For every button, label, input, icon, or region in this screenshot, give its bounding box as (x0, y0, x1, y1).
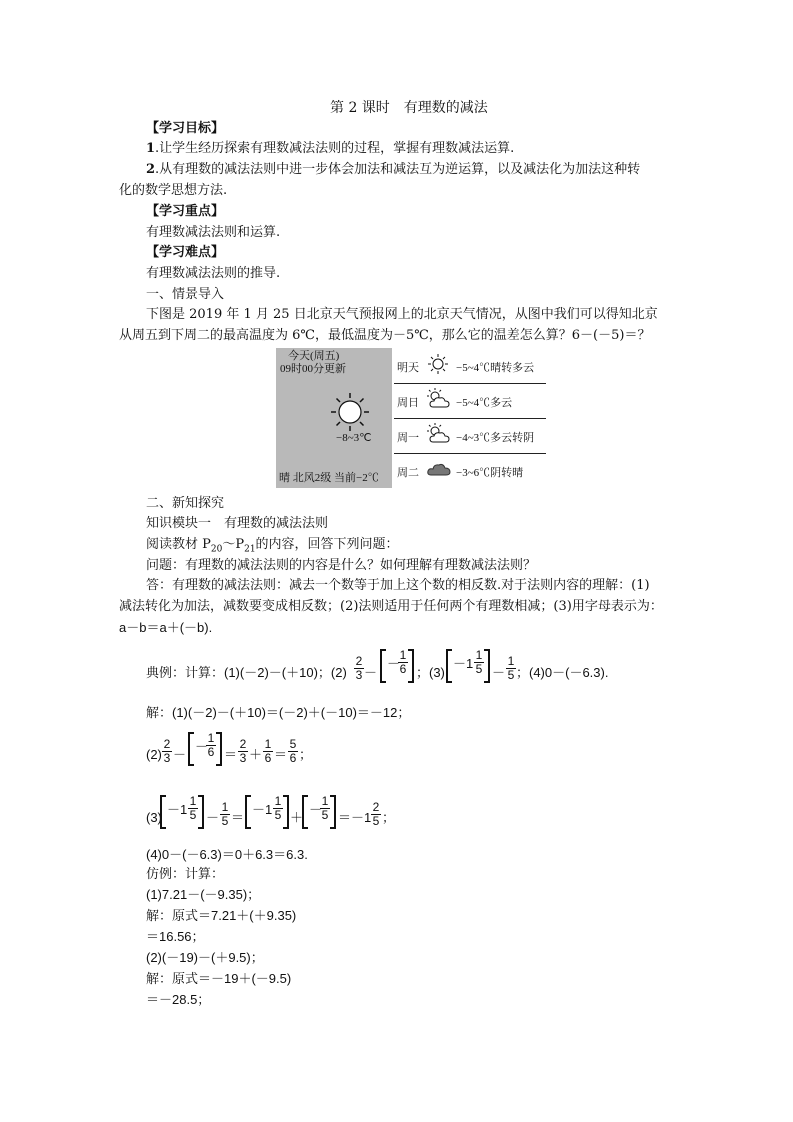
today-panel (276, 348, 392, 488)
equals-sign: ＝ (224, 747, 238, 762)
partly-cloudy-icon (426, 423, 452, 445)
forecast-row (394, 348, 546, 384)
fraction: $\frac{1}{5}$ (507, 654, 515, 682)
page-title: 第 2 课时 有理数的减法 (330, 100, 488, 116)
fraction: $\frac{2}{3}$ (355, 654, 363, 682)
solution-3-label: (3) (146, 810, 162, 825)
whole-part: 1 (265, 802, 273, 817)
intro-line-1: 下图是 2019 年 1 月 25 日北京天气预报网上的北京天气情况，从图中我们可以得知北京 (146, 307, 658, 322)
fraction: $\frac{1}{5}$ (189, 794, 197, 822)
neg-sign: － (309, 802, 323, 817)
practice-1: (1)7.21－(－9.35)； (146, 887, 261, 902)
plus-sign: ＋ (290, 810, 304, 825)
right-bracket (408, 649, 414, 683)
fraction: $\frac{1}{5}$ (321, 794, 329, 822)
fraction: $\frac{2}{3}$ (163, 737, 171, 765)
end-mark: ； (382, 810, 396, 825)
practice-1-result: ＝16.56； (146, 929, 205, 944)
fraction: $\frac{1}{6}$ (264, 737, 272, 765)
today-range: −8~3℃ (336, 432, 372, 444)
whole-part: 1 (180, 802, 188, 817)
intro-line-2: 从周五到下周二的最高温度为 6℃，最低温度为－5℃，那么它的温差怎么算？6－(－5)＝？ (119, 328, 651, 343)
intro-heading: 一、情景导入 (146, 287, 225, 302)
question: 问题：有理数的减法法则的内容是什么？如何理解有理数减法法则？ (146, 558, 537, 573)
example-label: 典例：计算：(1)(－2)－(＋10)；(2) (146, 665, 347, 680)
right-bracket (330, 795, 336, 829)
fraction: $\frac{1}{6}$ (399, 648, 407, 676)
separator: ；(3) (416, 665, 445, 680)
sun-icon (426, 353, 450, 375)
forecast-text: −3~6℃阴转晴 (456, 467, 524, 479)
today-footer: 晴 北风2级 当前−2℃ (279, 472, 379, 484)
forecast-row (394, 383, 546, 419)
solution-3-tail: ＝－1 (338, 810, 372, 825)
equals-sign: ＝ (231, 810, 245, 825)
goal-item-2-cont: 化的数学思想方法. (119, 183, 228, 198)
forecast-text: −5~4℃多云 (456, 397, 513, 409)
minus-sign: － (492, 665, 506, 680)
answer-line-1: 答：有理数的减法法则：减去一个数等于加上这个数的相反数.对于法则内容的理解：(1) (146, 578, 650, 593)
reading-instruction: 阅读教材 $P_{20}\sim P_{21}$的内容，回答下列问题： (146, 537, 399, 555)
answer-line-2: 减法转化为加法，减数要变成相反数；(2)法则适用于任何两个有理数相减；(3)用字母表示为： (119, 599, 663, 614)
whole-part: 1 (466, 656, 474, 671)
fraction: $\frac{1}{5}$ (274, 794, 282, 822)
solution-4: (4)0－(－6.3)＝0＋6.3＝6.3. (146, 847, 308, 862)
forecast-day: 周二 (397, 467, 419, 479)
separator: ；(4)0－(－6.3). (516, 665, 609, 680)
neg-sign: － (195, 739, 209, 754)
left-bracket (380, 649, 386, 683)
sun-icon (328, 390, 372, 434)
difficulty-heading: 【学习难点】 (146, 245, 225, 260)
left-bracket (188, 732, 194, 766)
forecast-text: −4~3℃多云转阴 (456, 432, 535, 444)
left-bracket (446, 649, 452, 683)
plus-sign: ＋ (249, 747, 263, 762)
fraction: $\frac{2}{5}$ (372, 800, 380, 828)
cloud-icon (426, 458, 452, 480)
forecast-row (394, 453, 546, 488)
left-bracket (245, 795, 251, 829)
answer-line-3: a－b＝a＋(－b). (119, 620, 213, 635)
fraction: $\frac{5}{6}$ (289, 737, 297, 765)
practice-2-result: ＝－28.5； (146, 992, 211, 1007)
right-bracket (198, 795, 204, 829)
solution-2-label: (2) (146, 747, 162, 762)
right-bracket (216, 732, 222, 766)
weather-figure (276, 348, 546, 488)
neg-sign: － (453, 656, 467, 671)
fraction: $\frac{2}{3}$ (239, 737, 247, 765)
focus-heading: 【学习重点】 (146, 204, 225, 219)
practice-2: (2)(－19)－(＋9.5)； (146, 950, 264, 965)
left-bracket (302, 795, 308, 829)
left-bracket (160, 795, 166, 829)
neg-sign: － (252, 802, 266, 817)
forecast-text: −5~4℃晴转多云 (456, 362, 535, 374)
right-bracket (283, 795, 289, 829)
forecast-day: 周一 (397, 432, 419, 444)
goal-item-1: 1.让学生经历探索有理数减法法则的过程，掌握有理数减法运算. (146, 141, 515, 156)
focus-text: 有理数减法法则和运算. (146, 225, 281, 240)
forecast-day: 明天 (397, 362, 419, 374)
practice-1-solution: 解：原式＝7.21＋(＋9.35) (146, 908, 297, 923)
practice-2-solution: 解：原式＝－19＋(－9.5) (146, 971, 292, 986)
neg-sign: － (167, 802, 181, 817)
fraction: $\frac{1}{5}$ (221, 800, 229, 828)
neg-sign: － (387, 656, 401, 671)
fraction: $\frac{1}{5}$ (475, 648, 483, 676)
minus-sign: － (364, 665, 378, 680)
minus-sign: － (206, 810, 220, 825)
difficulty-text: 有理数减法法则的推导. (146, 266, 281, 281)
partly-cloudy-icon (426, 388, 452, 410)
goals-heading: 【学习目标】 (146, 121, 225, 136)
updated-time: 09时00分更新 (280, 363, 346, 375)
right-bracket (484, 649, 490, 683)
forecast-day: 周日 (397, 397, 419, 409)
today-label: 今天(周五) (288, 350, 340, 362)
practice-label: 仿例：计算： (146, 867, 225, 882)
goal-item-2: 2.从有理数的减法法则中进一步体会加法和减法互为逆运算，以及减法化为加法这种转 (146, 162, 641, 177)
equals-sign: ＝ (274, 747, 288, 762)
forecast-row (394, 418, 546, 454)
module-title: 知识模块一 有理数的减法法则 (146, 516, 329, 531)
end-mark: ； (299, 747, 313, 762)
fraction: $\frac{1}{6}$ (207, 731, 215, 759)
minus-sign: － (173, 747, 187, 762)
solution-1: 解：(1)(－2)－(＋10)＝(－2)＋(－10)＝－12； (146, 705, 411, 720)
explore-heading: 二、新知探究 (146, 496, 225, 511)
